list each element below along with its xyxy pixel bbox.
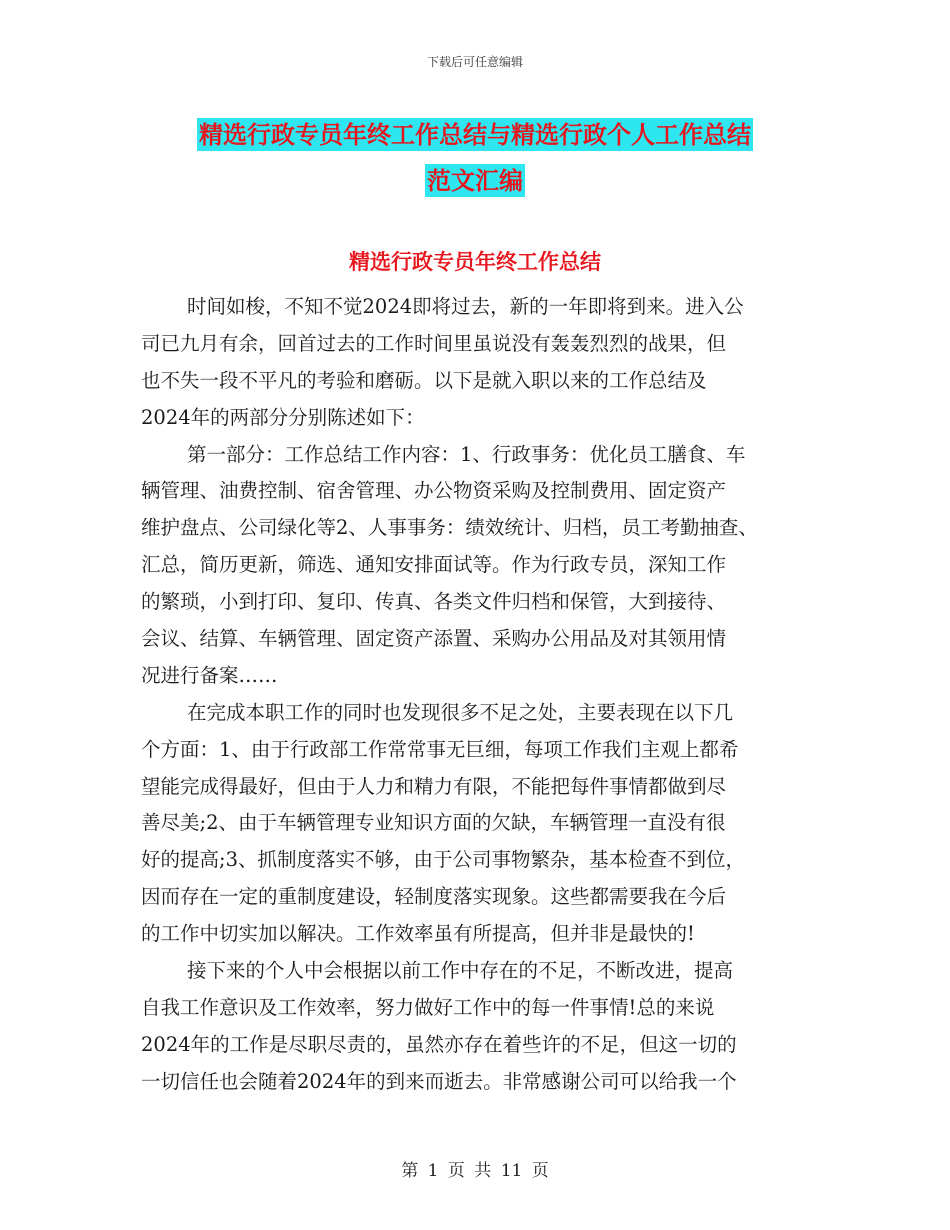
body-line: 会议、结算、车辆管理、固定资产添置、采购办公用品及对其领用情 [141, 627, 727, 651]
body-line: 在完成本职工作的同时也发现很多不足之处，主要表现在以下几 [187, 700, 734, 724]
body-line: 接下来的个人中会根据以前工作中存在的不足，不断改进，提高 [187, 959, 734, 983]
body-line: 司已九月有余，回首过去的工作时间里虽说没有轰轰烈烈的战果，但 [141, 331, 727, 355]
body-line: 个方面：1、由于行政部工作常常事无巨细，每项工作我们主观上都希 [141, 737, 739, 761]
document-title [0, 112, 950, 204]
body-line: 时间如梭，不知不觉2024即将过去，新的一年即将到来。进入公 [187, 295, 744, 318]
body-line: 况进行备案…… [141, 663, 278, 687]
body-line: 自我工作意识及工作效率，努力做好工作中的每一件事情!总的来说 [141, 995, 715, 1019]
title-line-2: 范文汇编 [427, 166, 523, 195]
body-line: 辆管理、油费控制、宿舍管理、办公物资采购及控制费用、固定资产 [141, 479, 727, 503]
body-line: 维护盘点、公司绿化等2、人事事务：绩效统计、归档，员工考勤抽查、 [141, 516, 758, 540]
body-line: 2024年的工作是尽职尽责的，虽然亦存在着些许的不足，但这一切的 [141, 1032, 737, 1056]
body-line: 望能完成得最好，但由于人力和精力有限，不能把每件事情都做到尽 [141, 774, 727, 798]
body-line: 汇总，简历更新，筛选、通知安排面试等。作为行政专员，深知工作 [141, 553, 727, 577]
section-title: 精选行政专员年终工作总结 [349, 249, 601, 274]
header-note: 下载后可任意编辑 [426, 55, 523, 69]
title-line-1: 精选行政专员年终工作总结与精选行政个人工作总结 [199, 120, 751, 149]
body-line: 的繁琐，小到打印、复印、传真、各类文件归档和保管，大到接待、 [141, 590, 727, 614]
body-line: 第一部分：工作总结工作内容：1、行政事务：优化员工膳食、车 [187, 442, 746, 466]
page-footer: 第 1 页 共 11 页 [401, 1161, 549, 1181]
body-line: 2024年的两部分分别陈述如下： [141, 405, 425, 429]
body-line: 也不失一段不平凡的考验和磨砺。以下是就入职以来的工作总结及 [141, 368, 707, 392]
body-line: 一切信任也会随着2024年的到来而逝去。非常感谢公司可以给我一个 [141, 1069, 737, 1093]
body-line: 好的提高;3、抓制度落实不够，由于公司事物繁杂，基本检查不到位， [141, 848, 745, 872]
body-line: 善尽美;2、由于车辆管理专业知识方面的欠缺，车辆管理一直没有很 [141, 811, 726, 835]
body-text [141, 289, 831, 1101]
body-line: 因而存在一定的重制度建设，轻制度落实现象。这些都需要我在今后 [141, 885, 727, 909]
body-line: 的工作中切实加以解决。工作效率虽有所提高，但并非是最快的! [141, 922, 695, 946]
